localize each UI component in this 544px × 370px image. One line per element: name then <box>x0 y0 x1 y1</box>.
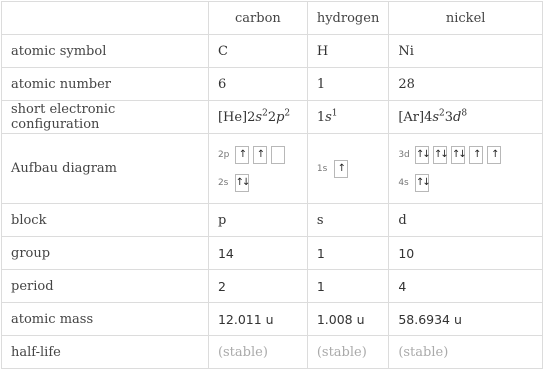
header-row <box>2 2 543 35</box>
row-label: atomic symbol <box>2 35 209 68</box>
config-core: [He] <box>217 109 248 125</box>
orbital-box: ↑↓ <box>451 146 465 164</box>
config-carbon <box>208 101 307 134</box>
orbital-box: ↑↓ <box>433 146 447 164</box>
table-row <box>2 237 543 270</box>
config-shell: 1 <box>316 109 326 125</box>
aufbau-diagram <box>317 160 379 178</box>
orbital-row <box>218 174 298 192</box>
config-subshell: d <box>453 109 462 125</box>
orbital-box <box>271 146 285 164</box>
aufbau-diagram <box>398 146 533 192</box>
row-label: Aufbau diagram <box>2 134 209 204</box>
table-row <box>2 134 543 204</box>
cell-value: 14 <box>208 237 307 270</box>
orbital-row <box>317 160 379 178</box>
orbital-box: ↑ <box>253 146 267 164</box>
header-empty <box>2 2 209 35</box>
cell-value: d <box>389 204 543 237</box>
orbital-box: ↑↓ <box>415 174 429 192</box>
cell-value: (stable) <box>307 336 388 369</box>
cell-value: Ni <box>389 35 543 68</box>
aufbau-carbon <box>208 134 307 204</box>
element-comparison-table <box>1 1 543 369</box>
row-label: half-life <box>2 336 209 369</box>
cell-value: (stable) <box>208 336 307 369</box>
config-hydrogen <box>307 101 388 134</box>
table-row <box>2 336 543 369</box>
table-row <box>2 303 543 336</box>
orbital-box: ↑ <box>235 146 249 164</box>
config-core: [Ar] <box>398 109 425 125</box>
config-electrons: 2 <box>284 108 291 119</box>
config-shell: 3 <box>444 109 454 125</box>
table-row <box>2 270 543 303</box>
table-row <box>2 35 543 68</box>
config-nickel <box>389 101 543 134</box>
orbital-box: ↑ <box>487 146 501 164</box>
cell-value: 12.011 u <box>208 303 307 336</box>
cell-value: 1.008 u <box>307 303 388 336</box>
cell-value: (stable) <box>389 336 543 369</box>
orbital-box: ↑ <box>334 160 348 178</box>
orbital-row <box>398 146 533 164</box>
row-label: block <box>2 204 209 237</box>
config-electrons: 8 <box>461 108 468 119</box>
config-electrons: 1 <box>331 108 338 119</box>
row-label: short electronic configuration <box>2 101 209 134</box>
orbital-label: 1s <box>316 163 328 174</box>
cell-value: H <box>307 35 388 68</box>
cell-value: 1 <box>307 237 388 270</box>
config-shell: 4 <box>424 109 433 125</box>
row-label: atomic number <box>2 68 209 101</box>
cell-value: C <box>208 35 307 68</box>
config-subshell: p <box>276 109 285 125</box>
cell-value: 1 <box>307 68 388 101</box>
orbital-row <box>218 146 298 164</box>
cell-value: p <box>208 204 307 237</box>
orbital-box: ↑ <box>469 146 483 164</box>
orbital-label: 2p <box>217 149 230 160</box>
cell-value: 58.6934 u <box>389 303 543 336</box>
orbital-row <box>398 174 533 192</box>
config-subshell: s <box>325 109 332 125</box>
aufbau-hydrogen <box>307 134 388 204</box>
config-electrons: 2 <box>262 108 268 119</box>
orbital-box: ↑↓ <box>415 146 429 164</box>
orbital-label: 3d <box>398 149 410 160</box>
aufbau-diagram <box>218 146 298 192</box>
header-nickel: nickel <box>389 2 543 35</box>
cell-value: s <box>307 204 388 237</box>
config-shell: 2 <box>267 109 277 125</box>
config-subshell: s <box>432 109 440 125</box>
row-label: group <box>2 237 209 270</box>
header-carbon: carbon <box>208 2 307 35</box>
cell-value: 28 <box>389 68 543 101</box>
cell-value: 10 <box>389 237 543 270</box>
row-label: period <box>2 270 209 303</box>
config-shell: 2 <box>247 109 256 125</box>
cell-value: 2 <box>208 270 307 303</box>
cell-value: 4 <box>389 270 543 303</box>
config-subshell: s <box>255 109 263 125</box>
config-electrons: 2 <box>439 108 445 119</box>
row-label: atomic mass <box>2 303 209 336</box>
table-row <box>2 68 543 101</box>
orbital-label: 2s <box>217 177 229 188</box>
orbital-box: ↑↓ <box>235 174 249 192</box>
cell-value: 6 <box>208 68 307 101</box>
table-row <box>2 101 543 134</box>
aufbau-nickel <box>389 134 543 204</box>
header-hydrogen: hydrogen <box>307 2 388 35</box>
orbital-label: 4s <box>398 177 409 188</box>
cell-value: 1 <box>307 270 388 303</box>
table-row <box>2 204 543 237</box>
